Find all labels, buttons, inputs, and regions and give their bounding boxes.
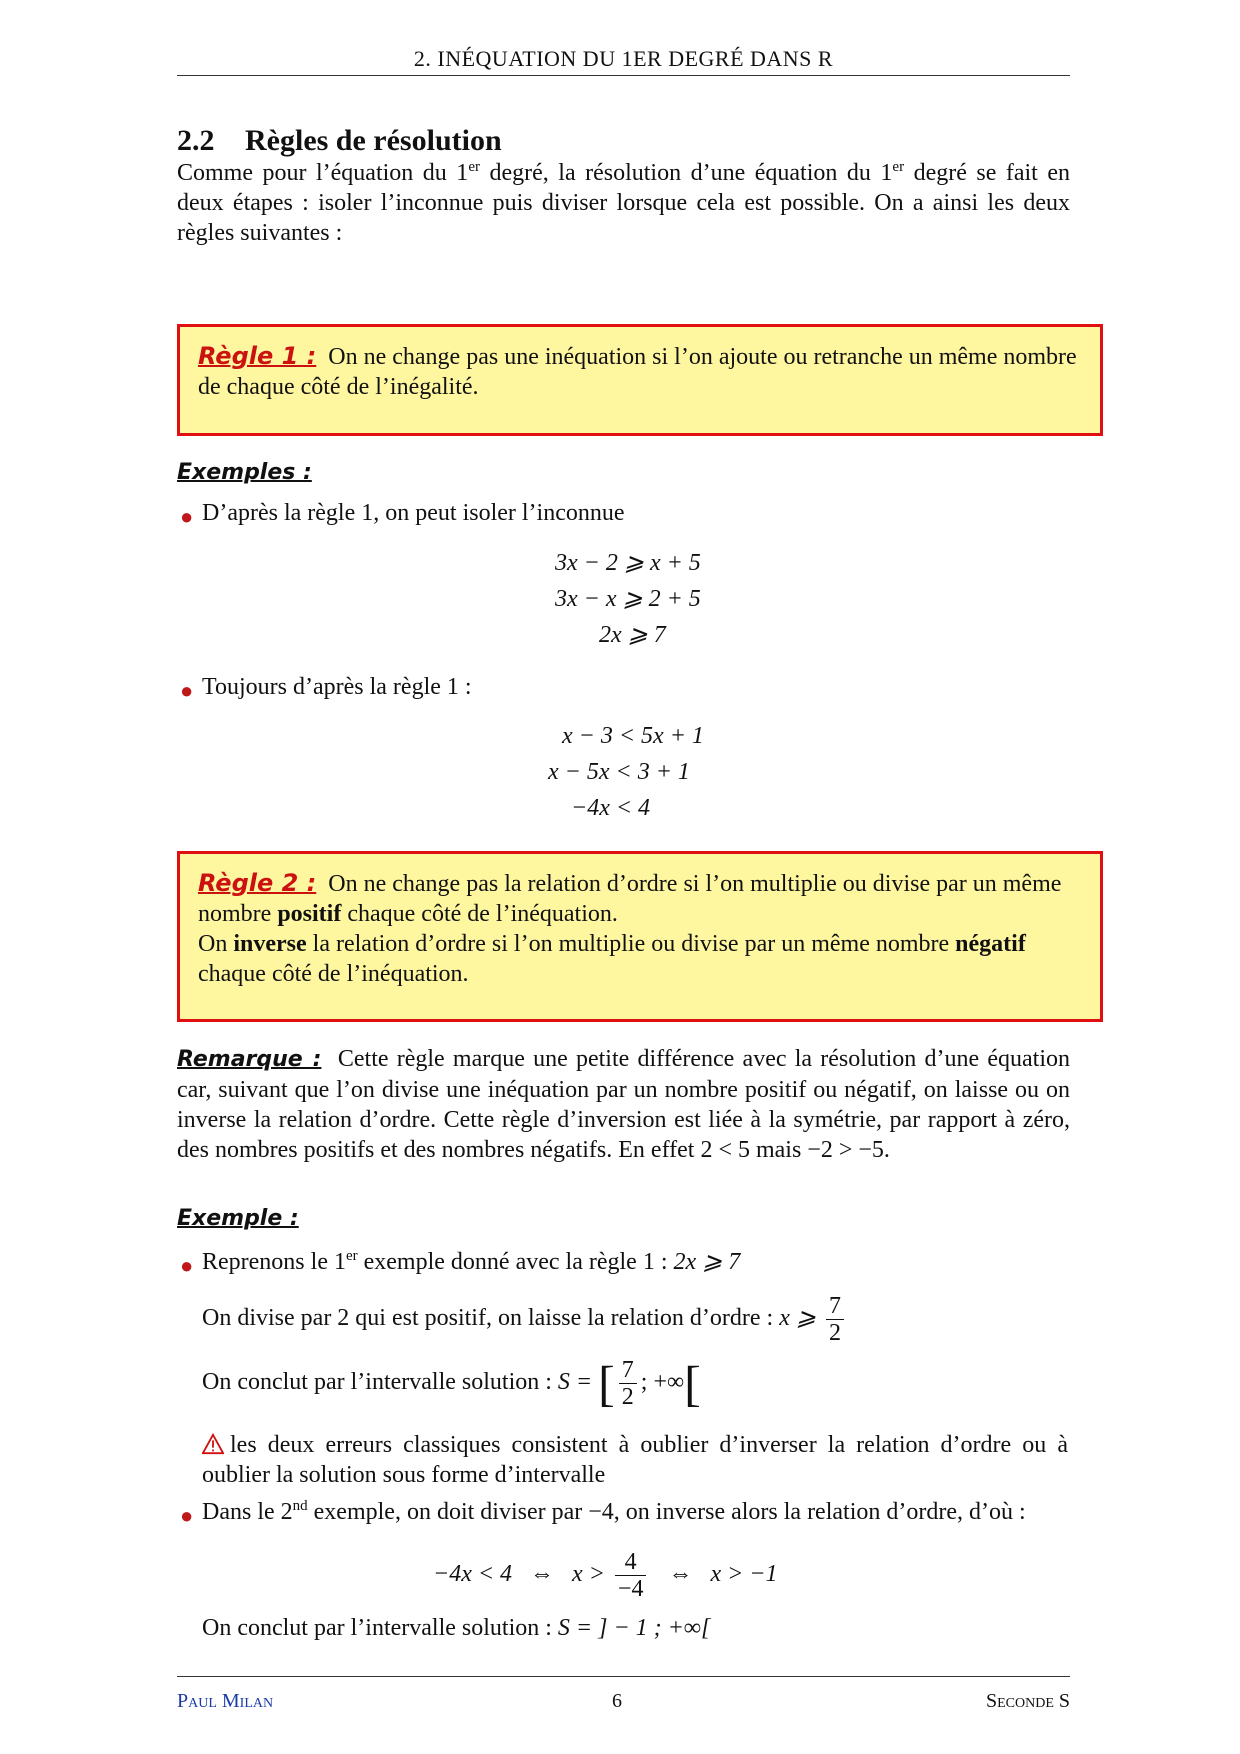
example-label: Exemple : [177, 1206, 299, 1231]
example-4-text-1: Dans le 2 [202, 1499, 293, 1525]
example-4-text-2: exemple, on doit diviser par −4, on inverse alors la relation d’ordre, d’où : [307, 1499, 1026, 1525]
rule-2-text-4: la relation d’ordre si l’on multiplie ou divise par un même nombre [306, 931, 956, 957]
rule-2-bold-inverse: inverse [233, 931, 307, 957]
intro-sup-1: er [468, 159, 480, 175]
example-3-sup: er [345, 1248, 358, 1264]
right-bracket: [ [684, 1355, 701, 1412]
example-2-line-2: x − 5x < 3 + 1 [548, 759, 690, 785]
example-2-line-3: −4x < 4 [571, 795, 651, 821]
section-number: 2.2 [177, 124, 215, 157]
footer-class: Seconde S [985, 1690, 1070, 1712]
interval-denominator: 2 [621, 1384, 634, 1410]
bullet-3: ● [180, 1253, 194, 1278]
warning-icon [202, 1433, 224, 1455]
example-1-line-2: 3x − x ⩾ 2 + 5 [555, 586, 701, 612]
rule-2-bold-positive: positif [277, 901, 342, 927]
conclude-text-2: On conclut par l’intervalle solution : [202, 1615, 558, 1641]
fraction-numerator: 7 [826, 1293, 844, 1320]
warning-text: les deux erreurs classiques consistent à oublier d’inverser la relation d’ordre ou à oublier la solution sous forme d’intervalle [202, 1432, 1068, 1488]
solution-s-equals: S = [557, 1369, 593, 1396]
example-4-text [202, 1497, 1068, 1527]
rule-2-text-1: On ne change pas la relation d’ordre si l’on multiplie ou divise par un même nombre [198, 871, 1062, 927]
example-2-text: Toujours d’après la règle 1 : [202, 674, 472, 700]
equiv-symbol-1: ⇔ [530, 1561, 555, 1588]
example-1-line-3: 2x ⩾ 7 [599, 622, 666, 648]
footer-rule [177, 1676, 1070, 1677]
example-3-text-1: Reprenons le 1 [202, 1249, 346, 1275]
bullet-1: ● [180, 504, 194, 529]
equiv-symbol-2: ⇔ [668, 1561, 693, 1588]
example-3-math: 2x ⩾ 7 [673, 1249, 741, 1275]
rule-2-text-5: chaque côté de l’inéquation. [198, 961, 469, 987]
rule-2-text-2: chaque côté de l’inéquation. [341, 901, 618, 927]
fraction-4-over-minus-4 [615, 1549, 647, 1602]
left-bracket: [ [598, 1355, 615, 1412]
footer-page-number: 6 [612, 1690, 622, 1712]
intro-text-2: degré, la résolution d’une équation du 1 [479, 160, 893, 186]
example-3-conclude-line [202, 1357, 701, 1410]
fraction-7-over-2 [826, 1293, 844, 1346]
example-4-equivalence [433, 1549, 778, 1602]
example-1-line-1: 3x − 2 ⩾ x + 5 [555, 550, 701, 576]
warning-paragraph [202, 1430, 1068, 1490]
example-4-sup: nd [292, 1498, 308, 1514]
divide-math: x ⩾ [779, 1305, 816, 1332]
header-rule [177, 75, 1070, 76]
remark-text: Cette règle marque une petite différence avec la résolution d’une équation car, suivant que l’on divise une inéquation par un nombre positif ou négatif, on laisse ou on inverse la relation d’ordre. Cette règle d’inversion est liée à la symétrie, par rapport à zéro, des nombres positifs et des nombres négatifs. En effet 2 < 5 mais −2 > −5. [177, 1046, 1070, 1163]
example-3-text [202, 1247, 740, 1277]
bullet-4: ● [180, 1503, 194, 1528]
remark-label: Remarque : [177, 1047, 322, 1072]
example-3-divide-line [202, 1293, 848, 1346]
rule-2-bold-negative: négatif [955, 931, 1026, 957]
interval-numerator: 7 [619, 1357, 637, 1384]
section-heading [177, 124, 502, 158]
example-2-line-1: x − 3 < 5x + 1 [562, 723, 704, 749]
example-1-text: D’après la règle 1, on peut isoler l’inconnue [202, 500, 625, 526]
rule-2-text-3: On [198, 931, 234, 957]
rule-2-box [177, 851, 1103, 1022]
rule-1-text: On ne change pas une inéquation si l’on ajoute ou retranche un même nombre de chaque côté de l’inégalité. [198, 344, 1077, 400]
intro-sup-2: er [892, 159, 905, 175]
example-4-conclude-line [202, 1613, 710, 1643]
equiv-part-3: x > −1 [710, 1561, 778, 1588]
interval-rest: ; +∞ [640, 1369, 685, 1396]
frac2-denominator: −4 [617, 1576, 644, 1602]
example-3-text-2: exemple donné avec la règle 1 : [357, 1249, 674, 1275]
rule-1-box [177, 324, 1103, 436]
interval-fraction [619, 1357, 637, 1410]
frac2-numerator: 4 [615, 1549, 647, 1576]
solution-2: S = ] − 1 ; +∞[ [557, 1615, 711, 1641]
bullet-2: ● [180, 678, 194, 703]
running-header: 2. INÉQUATION DU 1ER DEGRÉ DANS R [413, 46, 834, 71]
fraction-denominator: 2 [828, 1320, 841, 1346]
examples-label: Exemples : [177, 460, 312, 485]
rule-2-label: Règle 2 : [198, 869, 317, 897]
equiv-part-1: −4x < 4 [433, 1561, 513, 1588]
conclude-text: On conclut par l’intervalle solution : [202, 1369, 558, 1396]
equiv-part-2: x > [572, 1561, 605, 1588]
remark-paragraph [177, 1044, 1070, 1165]
intro-text-1: Comme pour l’équation du 1 [177, 160, 469, 186]
section-title: Règles de résolution [245, 124, 502, 157]
divide-text: On divise par 2 qui est positif, on laisse la relation d’ordre : [202, 1305, 780, 1332]
intro-paragraph [177, 158, 1070, 248]
footer-author: Paul Milan [177, 1690, 274, 1712]
intro-text-3: degré se fait en deux étapes : isoler l’inconnue puis diviser lorsque cela est possible. On a ainsi les deux règles suivantes : [177, 160, 1071, 246]
rule-1-label: Règle 1 : [198, 342, 317, 370]
